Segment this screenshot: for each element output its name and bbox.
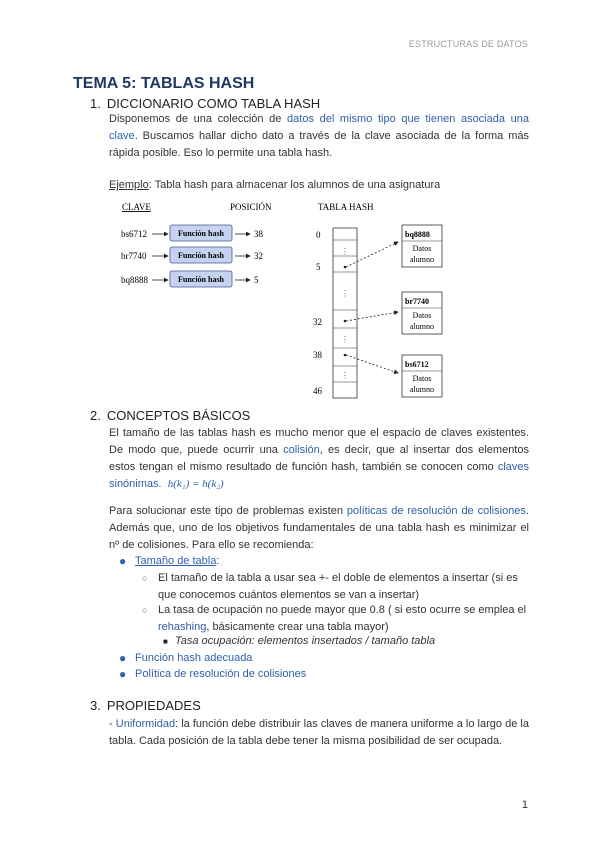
highlight-term: datos del mismo tipo que tienen asociada una clave	[109, 113, 529, 142]
svg-text:alumno: alumno	[410, 322, 434, 331]
row-position: 32	[254, 251, 263, 261]
row-key: br7740	[121, 251, 147, 261]
svg-text:⋮: ⋮	[341, 289, 349, 298]
pointer-arrow	[346, 355, 398, 373]
bullet-icon: ●	[119, 554, 127, 568]
pointer-arrow	[346, 312, 398, 321]
svg-text:⋮: ⋮	[341, 335, 349, 344]
record-box	[402, 225, 442, 267]
list-item: ● Tamaño de tabla:	[119, 554, 220, 568]
record-box	[402, 355, 442, 397]
page-number: 1	[521, 799, 528, 811]
row-position: 38	[254, 229, 263, 239]
highlight-term: rehashing	[158, 621, 207, 633]
hash-function-label: Función hash	[177, 275, 225, 284]
table-index: 38	[313, 350, 322, 360]
section-3-number: 3.	[90, 698, 101, 713]
hash-table-figure	[0, 190, 600, 400]
section-2-number: 2.	[90, 408, 101, 423]
svg-text:Datos: Datos	[412, 244, 432, 253]
section-3-paragraph: - Uniformidad: la función debe distribuir las claves de manera uniforme a lo largo de la tabla. Cada posición de la tabla debe tener la misma posibilidad de ser ocupada.	[109, 718, 529, 747]
pointer-arrow	[346, 242, 398, 267]
list-item: ○ El tamaño de la tabla a usar sea +- el doble de elementos a insertar (si es que conocemos cuántos elementos se van a insertar)	[142, 572, 518, 601]
figure-header-tabla: TABLA HASH	[318, 202, 374, 212]
table-index: 5	[316, 262, 321, 272]
record-id: bs6712	[405, 360, 429, 369]
circle-bullet-icon: ○	[142, 573, 148, 583]
section-1-paragraph: Disponemos de una colección de datos del mismo tipo que tienen asociada una clave. Buscamos hallar dicho dato a través de la clave asociada de la forma más rápida posible. Eso lo permite una tabla hash.	[109, 113, 529, 159]
highlight-term: claves sinónimas.	[109, 461, 529, 490]
record-box	[402, 292, 442, 334]
section-2-paragraph-1: El tamaño de las tablas hash es mucho menor que el espacio de claves existentes. De modo que, puede ocurrir una colisión, es decir, que al insertar dos elementos estos tengan el mismo resultado de función hash, también se conocen como claves sinónimas. h(k₁) = h(k₂)	[109, 427, 529, 490]
hash-row	[121, 225, 264, 241]
list-item: ○ La tasa de ocupación no puede mayor que 0.8 ( si esto ocurre se emplea el rehashing, básicamente crear una tabla mayor)	[142, 604, 527, 633]
section-1-title: DICCIONARIO COMO TABLA HASH	[106, 96, 321, 111]
table-index: 0	[316, 230, 321, 240]
running-header: ESTRUCTURAS DE DATOS	[408, 39, 528, 49]
section-1-heading	[90, 96, 320, 111]
square-bullet-icon: ■	[163, 637, 168, 646]
hash-function-label: Función hash	[177, 229, 225, 238]
hash-function-label: Función hash	[177, 251, 225, 260]
math-formula: h(k₁) = h(k₂)	[167, 478, 224, 490]
row-position: 5	[254, 275, 259, 285]
section-1-number: 1.	[90, 96, 101, 111]
section-2-paragraph-2: Para solucionar este tipo de problemas existen políticas de resolución de colisiones. Además que, uno de los objetivos fundamentales de una tabla hash es minimizar el nº de colisiones. Para ello se recomienda:	[109, 505, 529, 551]
figure-header-clave: CLAVE	[122, 202, 151, 212]
example-label: Ejemplo	[109, 179, 149, 191]
svg-text:⋮: ⋮	[341, 247, 349, 256]
page-title: TEMA 5: TABLAS HASH	[73, 75, 255, 92]
hash-row	[121, 247, 263, 263]
record-id: br7740	[405, 297, 429, 306]
table-index: 46	[313, 386, 322, 396]
list-item: ● Política de resolución de colisiones	[119, 667, 307, 681]
row-key: bs6712	[121, 229, 148, 239]
list-item: ● Función hash adecuada	[119, 651, 253, 665]
section-3-heading	[90, 698, 201, 713]
section-3-title: PROPIEDADES	[106, 698, 201, 713]
svg-text:Datos: Datos	[412, 374, 432, 383]
highlight-term: Uniformidad	[115, 718, 176, 730]
highlight-term: políticas de resolución de colisiones	[346, 505, 526, 517]
svg-text:⋮: ⋮	[341, 371, 349, 380]
highlight-term: colisión	[283, 444, 320, 456]
row-key: bq8888	[121, 275, 148, 285]
list-item: ■ Tasa ocupación: elementos insertados / tamaño tabla	[163, 633, 523, 650]
bullet-icon: ●	[119, 651, 127, 665]
example-caption: Ejemplo: Tabla hash para almacenar los alumnos de una asignatura	[109, 179, 441, 191]
circle-bullet-icon: ○	[142, 605, 148, 615]
table-index: 32	[313, 317, 322, 327]
section-2-title: CONCEPTOS BÁSICOS	[106, 408, 251, 423]
record-id: bq8888	[405, 230, 430, 239]
hash-table-column	[313, 228, 357, 398]
svg-text:Datos: Datos	[412, 311, 432, 320]
hash-row	[121, 271, 259, 287]
svg-text:alumno: alumno	[410, 255, 434, 264]
svg-text:alumno: alumno	[410, 385, 434, 394]
bullet-icon: ●	[119, 667, 127, 681]
section-2-heading	[90, 408, 250, 423]
figure-header-posicion: POSICIÓN	[230, 202, 272, 212]
